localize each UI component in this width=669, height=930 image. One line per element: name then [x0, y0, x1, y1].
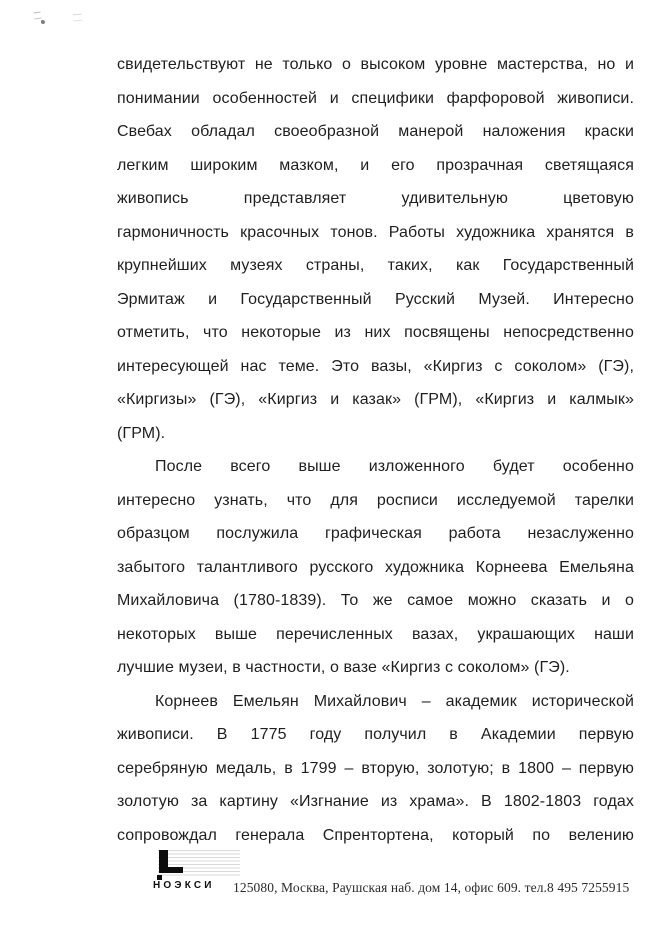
noexi-logo-l-icon [159, 850, 183, 873]
text-line: понимании особенностей и специфики фарфоровой живописи. [117, 89, 634, 107]
text-line: легким широким мазком, и его прозрачная светящаяся [117, 156, 634, 174]
text-line: (ГРМ). [117, 424, 166, 442]
text-line: Михайловича (1780-1839). То же самое можно сказать и о [117, 592, 634, 609]
text-line: Корнеев Емельян Михайлович – академик исторической [155, 692, 634, 710]
text-line: живопись представляет удивительную цветовую [117, 190, 634, 207]
text-body [117, 48, 634, 852]
scan-speckle [34, 12, 42, 20]
scan-speckle [73, 14, 83, 22]
noexi-logo [152, 849, 244, 895]
text-line: интересующей нас теме. Это вазы, «Киргиз с соколом» (ГЭ), [117, 357, 634, 375]
text-line: лучшие музеи, в частности, о вазе «Киргиз с соколом» (ГЭ). [117, 659, 570, 676]
text-line: живописи. В 1775 году получил в Академии первую [117, 726, 634, 743]
text-line: серебряную медаль, в 1799 – вторую, золотую; в 1800 – первую [117, 759, 634, 777]
text-line: сопровождал генерала Спрентортена, который по велению [117, 826, 634, 844]
text-line: золотую за картину «Изгнание из храма». В 1802-1803 годах [117, 793, 634, 810]
noexi-logo-label: НОЭКСИ [153, 880, 215, 891]
scan-speckle [41, 20, 45, 24]
text-line: интересно узнать, что для росписи исследуемой тарелки [117, 491, 634, 509]
text-line: некоторых выше перечисленных вазах, украшающих наши [117, 625, 634, 643]
text-line: забытого талантливого русского художника Корнеева Емельяна [117, 558, 634, 576]
text-line: гармоничность красочных тонов. Работы художника хранятся в [117, 223, 634, 241]
text-line: отметить, что некоторые из них посвящены непосредственно [117, 324, 634, 341]
text-line: Эрмитаж и Государственный Русский Музей. Интересно [117, 290, 634, 308]
text-line: Свебах обладал своеобразной манерой наложения краски [117, 123, 634, 140]
text-line: После всего выше изложенного будет особенно [155, 458, 634, 475]
text-line: крупнейших музеях страны, таких, как Государственный [117, 257, 634, 274]
text-line: образцом послужила графическая работа незаслуженно [117, 525, 634, 542]
text-line: свидетельствуют не только о высоком уровне мастерства, но и [117, 56, 634, 73]
text-line: «Киргизы» (ГЭ), «Киргиз и казак» (ГРМ), «Киргиз и калмык» [117, 391, 634, 408]
footer-address: 125080, Москва, Раушская наб. дом 14, офис 609. тел.8 495 7255915 [233, 880, 630, 895]
